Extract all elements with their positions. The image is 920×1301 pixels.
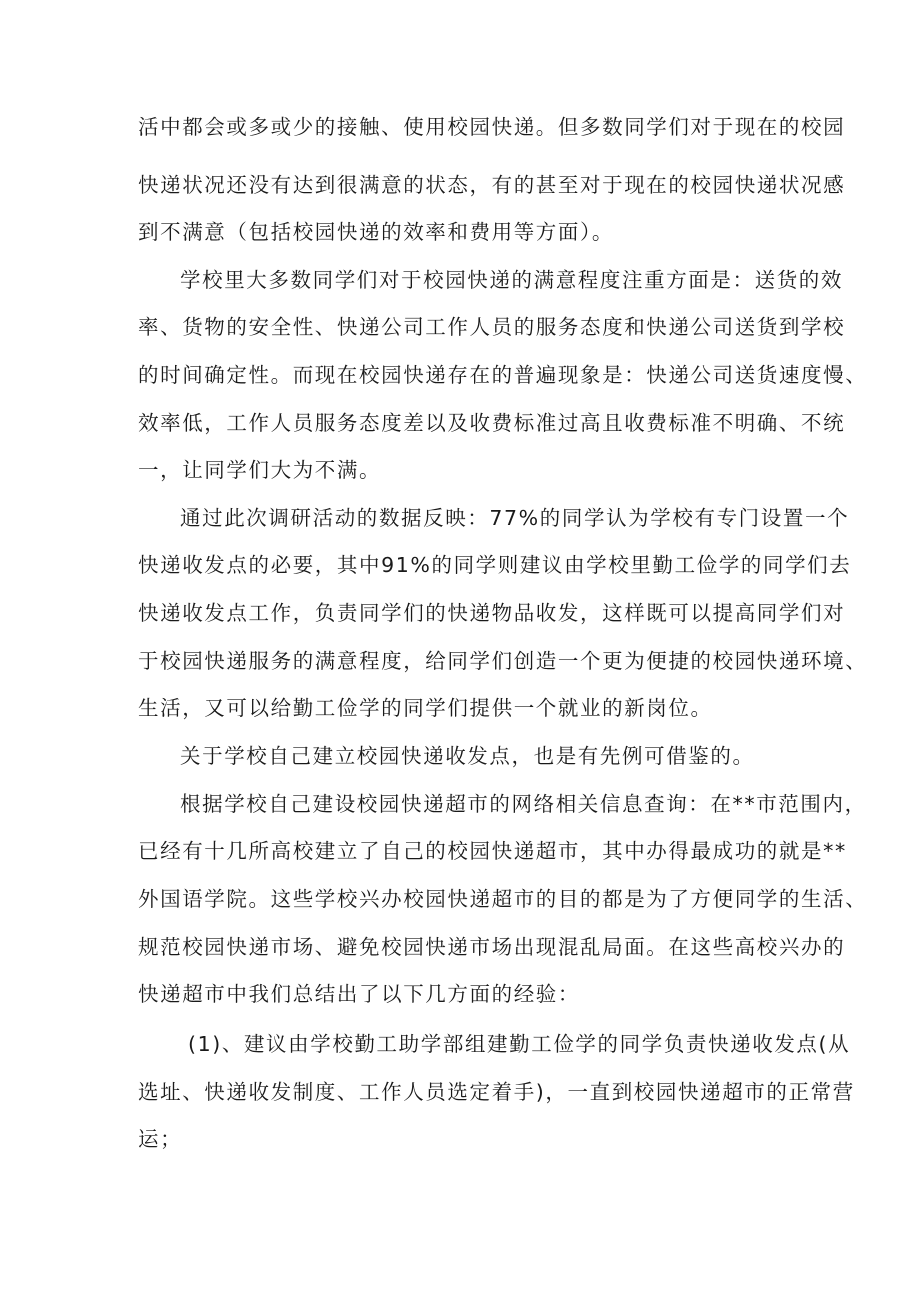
text-line: 快递收发点工作，负责同学们的快递物品收发，这样既可以提高同学们对 xyxy=(138,601,846,625)
text-line: 选址、快递收发制度、工作人员选定着手)，一直到校园快递超市的正常营 xyxy=(138,1080,855,1104)
text-line: 快递超市中我们总结出了以下几方面的经验： xyxy=(138,982,580,1006)
text-line: 一，让同学们大为不满。 xyxy=(138,458,382,482)
text-line: 规范校园快递市场、避免校园快递市场出现混乱局面。在这些高校兴办的 xyxy=(138,935,846,959)
text-line: 学校里大多数同学们对于校园快递的满意程度注重方面是：送货的效 xyxy=(180,268,843,292)
text-line: 效率低，工作人员服务态度差以及收费标准过高且收费标准不明确、不统 xyxy=(138,411,846,435)
text-line: 根据学校自己建设校园快递超市的网络相关信息查询：在**市范围内， xyxy=(180,792,867,816)
text-line: 率、货物的安全性、快递公司工作人员的服务态度和快递公司送货到学校 xyxy=(138,315,846,339)
text-line: 到不满意（包括校园快递的效率和费用等方面）。 xyxy=(138,220,614,244)
text-line: 快递收发点的必要，其中91%的同学则建议由学校里勤工俭学的同学们去 xyxy=(138,553,852,577)
text-line: 运； xyxy=(138,1127,183,1151)
text-line: 通过此次调研活动的数据反映：77%的同学认为学校有专门设置一个 xyxy=(180,506,850,530)
text-line: 外国语学院。这些学校兴办校园快递超市的目的都是为了方便同学的生活、 xyxy=(138,887,868,911)
text-line: 的时间确定性。而现在校园快递存在的普遍现象是：快递公司送货速度慢、 xyxy=(138,363,868,387)
text-line: 活中都会或多或少的接触、使用校园快递。但多数同学们对于现在的校园 xyxy=(138,115,846,139)
text-line: (1)、建议由学校勤工助学部组建勤工俭学的同学负责快递收发点(从 xyxy=(188,1032,851,1056)
text-line: 已经有十几所高校建立了自己的校园快递超市，其中办得最成功的就是** xyxy=(138,839,847,863)
text-line: 快递状况还没有达到很满意的状态，有的甚至对于现在的校园快递状况感 xyxy=(138,173,846,197)
text-line: 关于学校自己建立校园快递收发点，也是有先例可借鉴的。 xyxy=(180,744,755,768)
text-line: 于校园快递服务的满意程度，给同学们创造一个更为便捷的校园快递环境、 xyxy=(138,649,868,673)
text-line: 生活，又可以给勤工俭学的同学们提供一个就业的新岗位。 xyxy=(138,696,713,720)
